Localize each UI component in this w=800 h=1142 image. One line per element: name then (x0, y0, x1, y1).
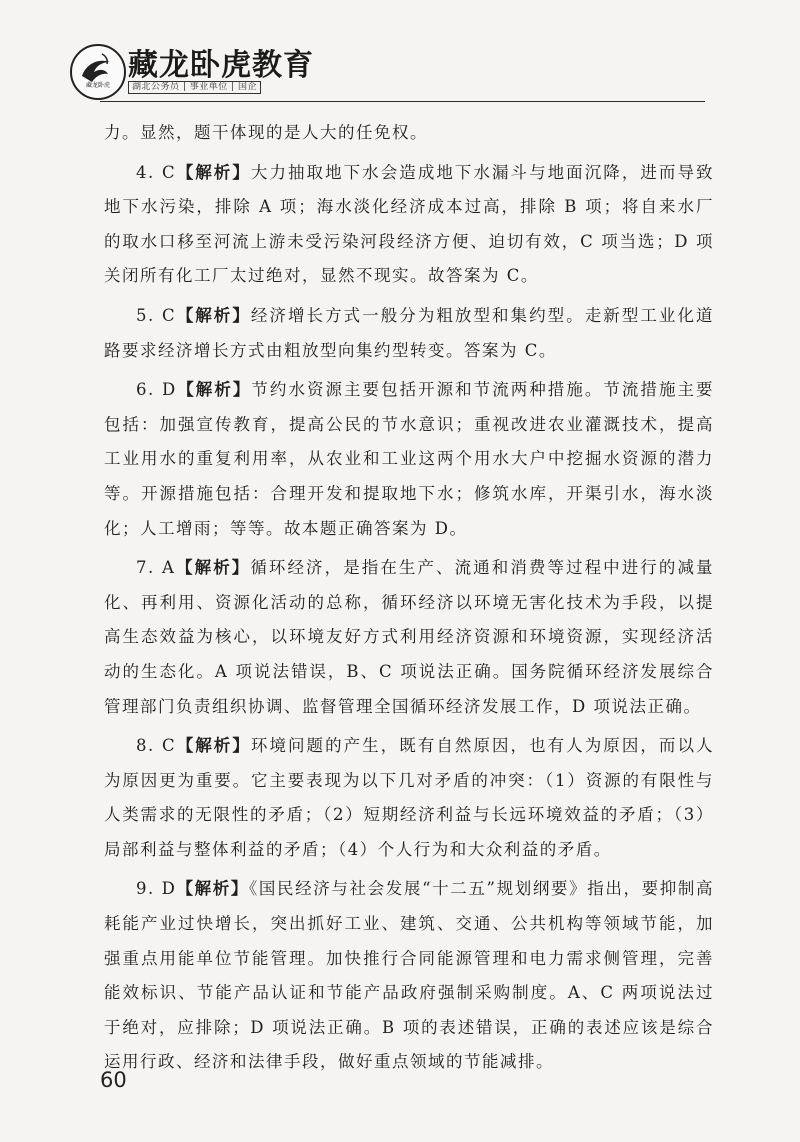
analysis-tag: 【解析】 (176, 879, 250, 899)
analysis-tag: 【解析】 (176, 380, 252, 400)
analysis-tag: 【解析】 (176, 305, 251, 325)
page-header (0, 0, 800, 110)
answer-content (104, 116, 714, 1085)
answer-number: 4. C (136, 162, 177, 182)
answer-number: 9. D (136, 879, 177, 899)
answer-number: 5. C (136, 305, 177, 325)
header-divider (100, 101, 705, 102)
paragraph-text: 节约水资源主要包括开源和节流两种措施。节流措施主要包括：加强宣传教育，提高公民的节水意识；重视改进农业灌溉技术，提高工业用水的重复利用率，从农业和工业这两个用水大户中挖掘水资源的潜力等。开源措施包括：合理开发和提取地下水；修筑水库，开渠引水，海水淡化；人工增雨；等等。故本题正确答案为 D。 (104, 380, 715, 538)
answer-item-8 (104, 729, 714, 867)
answer-number: 6. D (136, 380, 177, 400)
analysis-tag: 【解析】 (176, 736, 251, 756)
answer-item-7 (104, 551, 714, 724)
answer-number: 8. C (136, 736, 177, 756)
paragraph-text: 循环经济，是指在生产、流通和消费等过程中进行的减量化、再利用、资源化活动的总称，循环经济以环境无害化技术为手段，以提高生态效益为核心，以环境友好方式利用经济资源和环境资源，实现经济活动的生态化。A 项说法错误，B、C 项说法正确。国务院循环经济发展综合管理部门负责组织协调、监督管理全国循环经济发展工作，D 项说法正确。 (104, 558, 715, 716)
paragraph-text: 大力抽取地下水会造成地下水漏斗与地面沉降，进而导致地下水污染，排除 A 项；海水淡化经济成本过高，排除 B 项；将自来水厂的取水口移至河流上游未受污染河段经济方便、迫切有效，C 项当选；D 项关闭所有化工厂太过绝对，显然不现实。故答案为 C。 (104, 162, 715, 286)
answer-number: 7. A (136, 558, 176, 578)
answer-item-6 (104, 373, 714, 546)
analysis-tag: 【解析】 (175, 558, 251, 578)
paragraph-continuation (104, 116, 714, 151)
logo (70, 44, 126, 100)
brand-tagline: 湖北公务员 | 事业单位 | 国企 (128, 81, 261, 94)
paragraph-text: 《国民经济与社会发展“十二五”规划纲要》指出，要抑制高耗能产业过快增长，突出抓好工业、建筑、交通、公共机构等领域节能，加强重点用能单位节能管理。加快推行合同能源管理和电力需求侧管理，完善能效标识、节能产品认证和节能产品政府强制采购制度。A、C 两项说法过于绝对，应排除；D 项说法正确。B 项的表述错误，正确的表述应该是综合运用行政、经济和法律手段，做好重点领域的节能减排。 (104, 879, 715, 1072)
dragon-logo-icon (72, 46, 124, 98)
logo-label: 藏龙卧虎 (85, 82, 110, 89)
page-number: 60 (100, 1068, 127, 1092)
paragraph-text: 经济增长方式一般分为粗放型和集约型。走新型工业化道路要求经济增长方式由粗放型向集约型转变。答案为 C。 (104, 305, 715, 360)
paragraph-text: 环境问题的产生，既有自然原因，也有人为原因，而以人为原因更为重要。它主要表现为以下几对矛盾的冲突：（1）资源的有限性与人类需求的无限性的矛盾；（2）短期经济利益与长远环境效益的矛盾；（3）局部利益与整体利益的矛盾；（4）个人行为和大众利益的矛盾。 (104, 736, 715, 859)
answer-item-9 (104, 872, 714, 1080)
answer-item-4 (104, 156, 714, 294)
paragraph-text: 力。显然，题干体现的是人大的任免权。 (104, 123, 428, 142)
analysis-tag: 【解析】 (176, 162, 251, 182)
answer-item-5 (104, 299, 714, 368)
brand-title: 藏龙卧虎教育 (128, 48, 314, 83)
